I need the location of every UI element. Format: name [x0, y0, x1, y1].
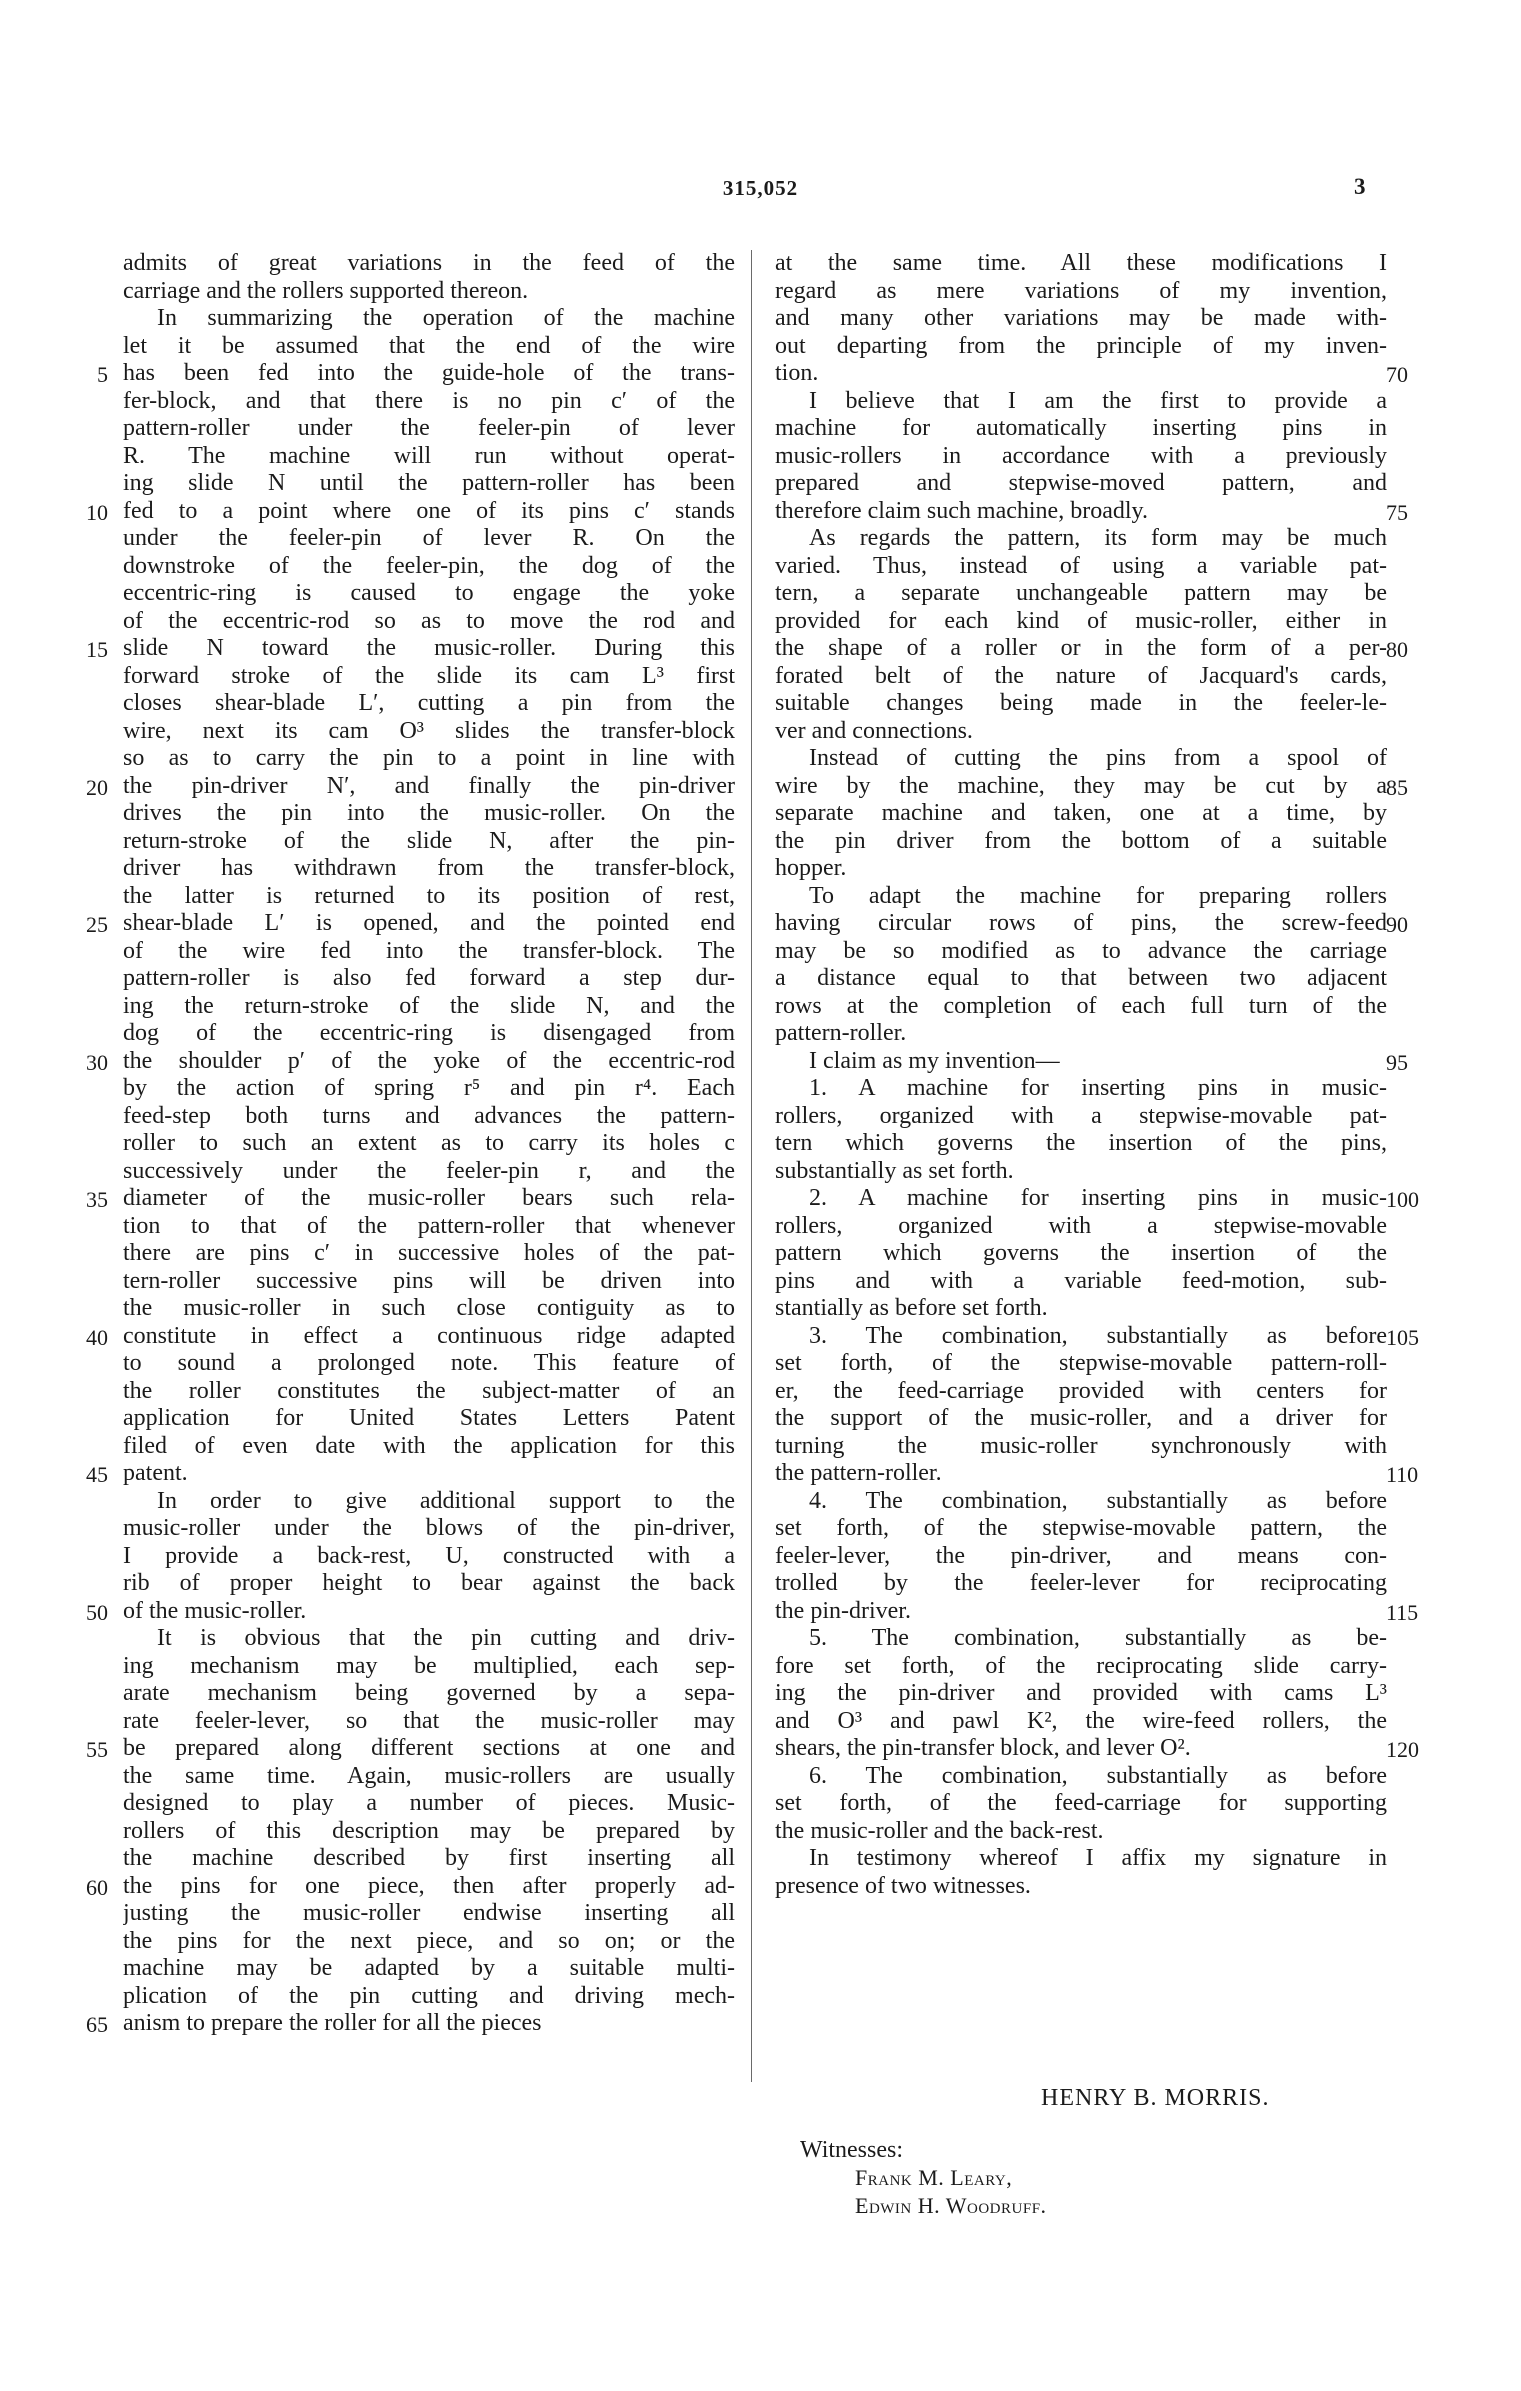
text-line: justing the music-roller endwise inserting all — [123, 1900, 735, 1926]
text-line: application for United States Letters Patent — [123, 1405, 735, 1431]
text-line: anism to prepare the roller for all the pieces — [123, 2010, 542, 2036]
text-line: 6. The combination, substantially as before — [809, 1762, 1387, 1789]
text-line: R. The machine will run without operat- — [123, 442, 735, 469]
line-number: 65 — [86, 2012, 108, 2037]
text-line: filed of even date with the application for this — [123, 1432, 735, 1459]
text-line: and many other variations may be made with- — [775, 305, 1387, 331]
line-number: 25 — [86, 912, 108, 937]
text-line: may be so modified as to advance the carriage — [775, 937, 1387, 964]
witnesses-heading: Witnesses: — [800, 2137, 904, 2163]
text-line: rollers of this description may be prepared by — [123, 1817, 735, 1844]
line-number: 45 — [86, 1462, 108, 1487]
text-line: turning the music-roller synchronously with — [775, 1432, 1387, 1459]
text-line: To adapt the machine for preparing rollers — [809, 882, 1387, 909]
text-line: the shape of a roller or in the form of a per- — [775, 635, 1387, 661]
text-line: dog of the eccentric-ring is disengaged from — [123, 1020, 735, 1046]
text-line: trolled by the feeler-lever for reciprocating — [775, 1570, 1387, 1596]
text-line: designed to play a number of pieces. Music- — [123, 1790, 735, 1816]
text-line: 3. The combination, substantially as before — [809, 1322, 1387, 1349]
text-line: be prepared along different sections at one and — [123, 1735, 735, 1761]
line-number: 85 — [1386, 774, 1408, 800]
text-line: I claim as my invention— — [809, 1047, 1060, 1074]
line-number: 50 — [86, 1599, 108, 1625]
text-line: diameter of the music-roller bears such rela- — [123, 1185, 735, 1211]
text-line: rollers, organized with a stepwise-movable pat- — [775, 1102, 1387, 1129]
text-line: As regards the pattern, its form may be much — [809, 525, 1387, 551]
line-number: 110 — [1386, 1462, 1419, 1487]
text-line: pattern-roller. — [775, 1020, 907, 1046]
text-line: ing mechanism may be multiplied, each sep- — [123, 1652, 735, 1679]
text-line: machine for automatically inserting pins in — [775, 415, 1387, 441]
text-line: roller to such an extent as to carry its holes c — [123, 1130, 735, 1156]
text-line: the machine described by first inserting all — [123, 1845, 735, 1871]
witness-name: Edwin H. Woodruff. — [855, 2193, 1047, 2218]
text-line: varied. Thus, instead of using a variable pat- — [775, 552, 1387, 579]
text-line: Instead of cutting the pins from a spool of — [809, 745, 1387, 771]
inventor-signature: HENRY B. MORRIS. — [1041, 2085, 1270, 2111]
text-line: the pin-driver. — [775, 1597, 911, 1624]
text-line: 1. A machine for inserting pins in music- — [809, 1075, 1387, 1101]
text-line: of the music-roller. — [123, 1597, 307, 1624]
line-number: 80 — [1386, 637, 1408, 662]
line-number: 35 — [86, 1187, 108, 1212]
text-line: the pin driver from the bottom of a suitable — [775, 827, 1387, 854]
text-line: therefore claim such machine, broadly. — [775, 497, 1148, 524]
text-line: tion. — [775, 360, 819, 386]
text-line: has been fed into the guide-hole of the trans- — [123, 360, 735, 386]
text-line: 5. The combination, substantially as be- — [809, 1625, 1387, 1651]
text-line: rate feeler-lever, so that the music-roller may — [123, 1707, 735, 1734]
text-line: machine may be adapted by a suitable multi- — [123, 1955, 735, 1981]
text-line: 2. A machine for inserting pins in music- — [809, 1185, 1387, 1211]
text-line: substantially as set forth. — [775, 1157, 1014, 1184]
text-line: carriage and the rollers supported thereon. — [123, 277, 529, 304]
line-number: 75 — [1386, 499, 1408, 525]
text-line: music-roller under the blows of the pin-driver, — [123, 1515, 735, 1541]
text-line: constitute in effect a continuous ridge adapted — [123, 1322, 735, 1349]
text-line: at the same time. All these modifications I — [775, 250, 1387, 276]
text-line: forward stroke of the slide its cam L³ first — [123, 662, 735, 689]
witness-name: Frank M. Leary, — [855, 2165, 1013, 2190]
right-text-column — [775, 250, 1387, 1900]
text-line: pattern-roller under the feeler-pin of lever — [123, 415, 735, 441]
text-line: prepared and stepwise-moved pattern, and — [775, 470, 1387, 496]
text-line: In order to give additional support to the — [157, 1487, 735, 1514]
text-line: slide N toward the music-roller. During this — [123, 635, 735, 661]
text-line: drives the pin into the music-roller. On the — [123, 800, 735, 826]
text-line: successively under the feeler-pin r, and the — [123, 1157, 735, 1184]
text-line: and O³ and pawl K², the wire-feed rollers, the — [775, 1707, 1387, 1734]
text-line: tern, a separate unchangeable pattern may be — [775, 580, 1387, 606]
text-line: the roller constitutes the subject-matter of an — [123, 1377, 735, 1404]
text-line: under the feeler-pin of lever R. On the — [123, 525, 735, 551]
text-line: the pins for one piece, then after properly ad- — [123, 1872, 735, 1899]
text-line: ing slide N until the pattern-roller has been — [123, 470, 735, 496]
text-line: ver and connections. — [775, 717, 973, 744]
text-line: driver has withdrawn from the transfer-block, — [123, 855, 735, 881]
line-number: 15 — [86, 637, 108, 662]
line-number: 30 — [86, 1049, 108, 1075]
text-line: set forth, of the stepwise-movable pattern-roll- — [775, 1350, 1387, 1376]
line-number: 120 — [1386, 1737, 1419, 1762]
text-line: to sound a prolonged note. This feature of — [123, 1350, 735, 1376]
text-line: the latter is returned to its position of rest, — [123, 882, 735, 909]
line-number: 40 — [86, 1324, 108, 1350]
text-line: rows at the completion of each full turn of the — [775, 992, 1387, 1019]
text-line: feeler-lever, the pin-driver, and means con- — [775, 1542, 1387, 1569]
text-line: It is obvious that the pin cutting and driv- — [157, 1625, 735, 1651]
text-line: set forth, of the stepwise-movable pattern, the — [775, 1515, 1387, 1541]
text-line: rollers, organized with a stepwise-movable — [775, 1212, 1387, 1239]
text-line: wire, next its cam O³ slides the transfer-block — [123, 717, 735, 744]
text-line: pattern-roller is also fed forward a step dur- — [123, 965, 735, 991]
line-number: 105 — [1386, 1324, 1419, 1350]
left-text-column — [123, 250, 735, 2038]
text-line: shears, the pin-transfer block, and lever O². — [775, 1735, 1191, 1761]
text-line: tern-roller successive pins will be driven into — [123, 1267, 735, 1294]
text-line: separate machine and taken, one at a time, by — [775, 800, 1387, 826]
text-line: the pattern-roller. — [775, 1460, 942, 1486]
text-line: feed-step both turns and advances the pattern- — [123, 1102, 735, 1129]
text-line: In testimony whereof I affix my signature in — [809, 1845, 1387, 1871]
text-line: provided for each kind of music-roller, either in — [775, 607, 1387, 634]
text-line: a distance equal to that between two adjacent — [775, 965, 1387, 991]
text-line: stantially as before set forth. — [775, 1295, 1048, 1321]
text-line: fer-block, and that there is no pin c′ of the — [123, 387, 735, 414]
text-line: regard as mere variations of my invention, — [775, 277, 1387, 304]
text-line: downstroke of the feeler-pin, the dog of the — [123, 552, 735, 579]
text-line: ing the return-stroke of the slide N, and the — [123, 992, 735, 1019]
text-line: shear-blade L′ is opened, and the pointed end — [123, 910, 735, 936]
text-line: forated belt of the nature of Jacquard's cards, — [775, 662, 1387, 689]
text-line: I provide a back-rest, U, constructed with a — [123, 1542, 735, 1569]
text-line: by the action of spring r⁵ and pin r⁴. Each — [123, 1075, 735, 1101]
text-line: set forth, of the feed-carriage for supporting — [775, 1790, 1387, 1816]
text-line: er, the feed-carriage provided with centers for — [775, 1377, 1387, 1404]
text-line: hopper. — [775, 855, 847, 881]
text-line: In summarizing the operation of the machine — [157, 305, 735, 331]
line-number: 5 — [97, 362, 108, 387]
text-line: there are pins c′ in successive holes of the pat- — [123, 1240, 735, 1266]
text-line: fed to a point where one of its pins c′ stands — [123, 497, 735, 524]
text-line: pattern which governs the insertion of the — [775, 1240, 1387, 1266]
text-line: the same time. Again, music-rollers are usually — [123, 1762, 735, 1789]
text-line: eccentric-ring is caused to engage the yoke — [123, 580, 735, 606]
text-line: let it be assumed that the end of the wire — [123, 332, 735, 359]
text-line: tern which governs the insertion of the pins, — [775, 1130, 1387, 1156]
line-number: 100 — [1386, 1187, 1419, 1212]
text-line: fore set forth, of the reciprocating slide carry- — [775, 1652, 1387, 1679]
line-number: 60 — [86, 1874, 108, 1900]
line-number: 10 — [86, 499, 108, 525]
text-line: 4. The combination, substantially as before — [809, 1487, 1387, 1514]
text-line: closes shear-blade L′, cutting a pin from the — [123, 690, 735, 716]
text-line: rib of proper height to bear against the back — [123, 1570, 735, 1596]
line-number: 90 — [1386, 912, 1408, 937]
text-line: plication of the pin cutting and driving mech- — [123, 1982, 735, 2009]
text-line: presence of two witnesses. — [775, 1872, 1031, 1899]
text-line: wire by the machine, they may be cut by a — [775, 772, 1387, 799]
text-line: out departing from the principle of my inven- — [775, 332, 1387, 359]
text-line: so as to carry the pin to a point in line with — [123, 745, 735, 771]
text-line: ing the pin-driver and provided with cams L³ — [775, 1680, 1387, 1706]
text-line: of the wire fed into the transfer-block. The — [123, 937, 735, 964]
text-line: the shoulder p′ of the yoke of the eccentric-rod — [123, 1047, 735, 1074]
text-line: suitable changes being made in the feeler-le- — [775, 690, 1387, 716]
text-line: having circular rows of pins, the screw-feed — [775, 910, 1387, 936]
text-line: pins and with a variable feed-motion, sub- — [775, 1267, 1387, 1294]
text-line: arate mechanism being governed by a sepa- — [123, 1680, 735, 1706]
text-line: music-rollers in accordance with a previously — [775, 442, 1387, 469]
text-line: the pin-driver N′, and finally the pin-driver — [123, 772, 735, 799]
text-line: the music-roller and the back-rest. — [775, 1817, 1104, 1844]
text-line: the pins for the next piece, and so on; or the — [123, 1927, 735, 1954]
text-line: patent. — [123, 1460, 188, 1486]
line-number: 70 — [1386, 362, 1408, 387]
line-number: 55 — [86, 1737, 108, 1762]
line-number: 115 — [1386, 1599, 1419, 1625]
column-divider — [751, 250, 752, 2082]
text-line: of the eccentric-rod so as to move the rod and — [123, 607, 735, 634]
line-number: 20 — [86, 774, 108, 800]
text-line: I believe that I am the first to provide a — [809, 387, 1387, 414]
text-line: the support of the music-roller, and a driver for — [775, 1405, 1387, 1431]
page-number: 3 — [1354, 174, 1366, 199]
line-number: 95 — [1386, 1049, 1408, 1075]
patent-number: 315,052 — [722, 176, 799, 200]
text-line: return-stroke of the slide N, after the pin- — [123, 827, 735, 854]
text-line: the music-roller in such close contiguity as to — [123, 1295, 735, 1321]
text-line: tion to that of the pattern-roller that whenever — [123, 1212, 735, 1239]
text-line: admits of great variations in the feed of the — [123, 250, 735, 276]
